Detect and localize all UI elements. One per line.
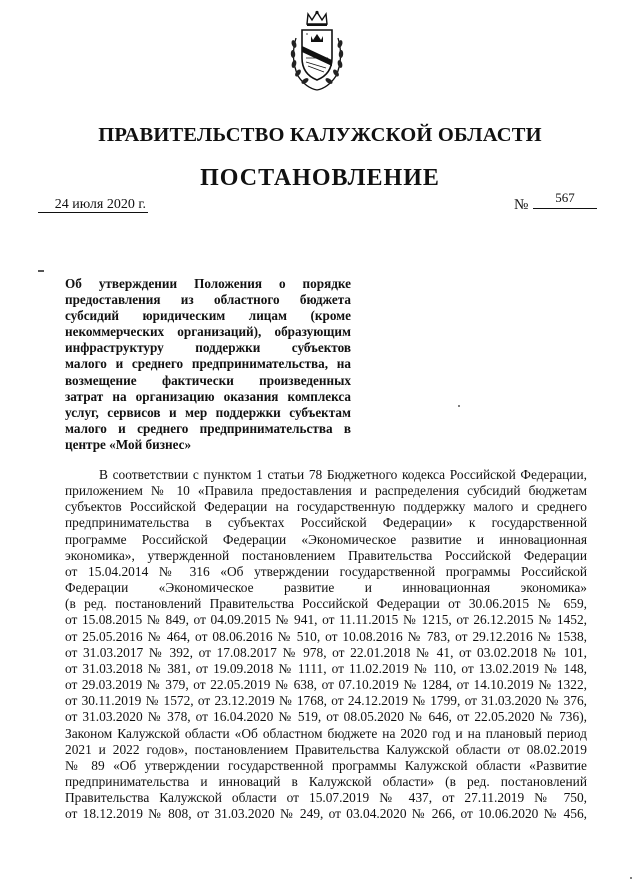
- body-line: от 31.03.2020 № 378, от 16.04.2020 № 519, от 08.05.2020 № 646, от 22.05.2020 № 736),: [65, 709, 587, 725]
- subject-line: возмещение фактически произведенных: [65, 372, 351, 388]
- document-date: 24 июля 2020 г.: [38, 198, 148, 213]
- body-line: 2021 и 2022 годов», постановлением Правительства Калужской области от 08.02.2019: [65, 741, 587, 757]
- scan-speck: [458, 405, 460, 407]
- document-number: 567: [533, 190, 597, 209]
- body-line: от 31.03.2017 № 392, от 17.08.2017 № 978, от 22.01.2018 № 41, от 03.02.2018 № 101,: [65, 644, 587, 660]
- kaluga-coat-of-arms-icon: [286, 10, 348, 92]
- corner-bracket-mark: [38, 270, 44, 272]
- body-line: (в ред. постановлений Правительства Российской Федерации от 30.06.2015 № 659,: [65, 596, 587, 612]
- number-sign: №: [514, 197, 529, 213]
- body-line: программе Российской Федерации «Экономическое развитие и инновационная: [65, 531, 587, 547]
- body-line: от 30.11.2019 № 1572, от 23.12.2019 № 1768, от 24.12.2019 № 1799, от 31.03.2020 № 376,: [65, 693, 587, 709]
- body-line: Правительства Калужской области от 15.07.2019 № 437, от 27.11.2019 № 750,: [65, 790, 587, 806]
- government-title: ПРАВИТЕЛЬСТВО КАЛУЖСКОЙ ОБЛАСТИ: [98, 124, 542, 146]
- body-line: В соответствии с пунктом 1 статьи 78 Бюджетного кодекса Российской Федерации,: [99, 467, 587, 482]
- body-line: приложением № 10 «Правила предоставления и распределения субсидий бюджетам: [65, 483, 587, 499]
- body-line: предпринимательства в субъектах Российской Федерации» к государственной: [65, 515, 587, 531]
- document-subject: [65, 276, 351, 453]
- subject-line: некоммерческих организаций), образующим: [65, 324, 351, 340]
- body-line: от 29.03.2019 № 379, от 22.05.2019 № 638, от 07.10.2019 № 1284, от 14.10.2019 № 1322,: [65, 677, 587, 693]
- document-type-heading: ПОСТАНОВЛЕНИЕ: [200, 165, 440, 191]
- subject-line: Об утверждении Положения о порядке: [65, 276, 351, 291]
- subject-line: центре «Мой бизнес»: [65, 436, 192, 452]
- preamble-paragraph: [65, 467, 587, 822]
- body-line: предпринимательства и инноваций в Калужской области» (в ред. постановлений: [65, 773, 587, 789]
- body-line: экономика», утвержденной постановлением Правительства Российской Федерации: [65, 547, 587, 563]
- subject-line: малого и среднего предпринимательства в: [65, 420, 351, 436]
- body-line: субъектов Российской Федерации на государственную поддержку малого и среднего: [65, 499, 587, 515]
- subject-line: предоставления из областного бюджета: [65, 292, 351, 308]
- body-line: Федерации «Экономическое развитие и инновационная экономика»: [65, 580, 587, 596]
- subject-line: услуг, сервисов и мер поддержки субъектам: [65, 404, 351, 420]
- body-line: от 31.03.2018 № 381, от 19.09.2018 № 1111, от 11.02.2019 № 110, от 13.02.2019 № 148,: [65, 660, 587, 676]
- subject-line: затрат на организацию оказания комплекса: [65, 388, 351, 404]
- body-line: от 18.12.2019 № 808, от 31.03.2020 № 249, от 03.04.2020 № 266, от 10.06.2020 № 456,: [65, 806, 587, 822]
- subject-line: малого и среднего предпринимательства, на: [65, 356, 351, 372]
- body-line: Законом Калужской области «Об областном бюджете на 2020 год и на плановый период: [65, 725, 587, 741]
- body-line: от 15.08.2015 № 849, от 04.09.2015 № 941, от 11.11.2015 № 1215, от 26.12.2015 № 1452,: [65, 612, 587, 628]
- subject-line: инфраструктуру поддержки субъектов: [65, 340, 351, 356]
- body-line: № 89 «Об утверждении государственной программы Калужской области «Развитие: [65, 757, 587, 773]
- body-line: от 15.04.2014 № 316 «Об утверждении государственной программы Российской: [65, 563, 587, 579]
- body-line: от 25.05.2016 № 464, от 08.06.2016 № 510, от 10.08.2016 № 783, от 29.12.2016 № 1538,: [65, 628, 587, 644]
- scan-speck: [630, 877, 632, 879]
- subject-line: субсидий юридическим лицам (кроме: [65, 308, 351, 324]
